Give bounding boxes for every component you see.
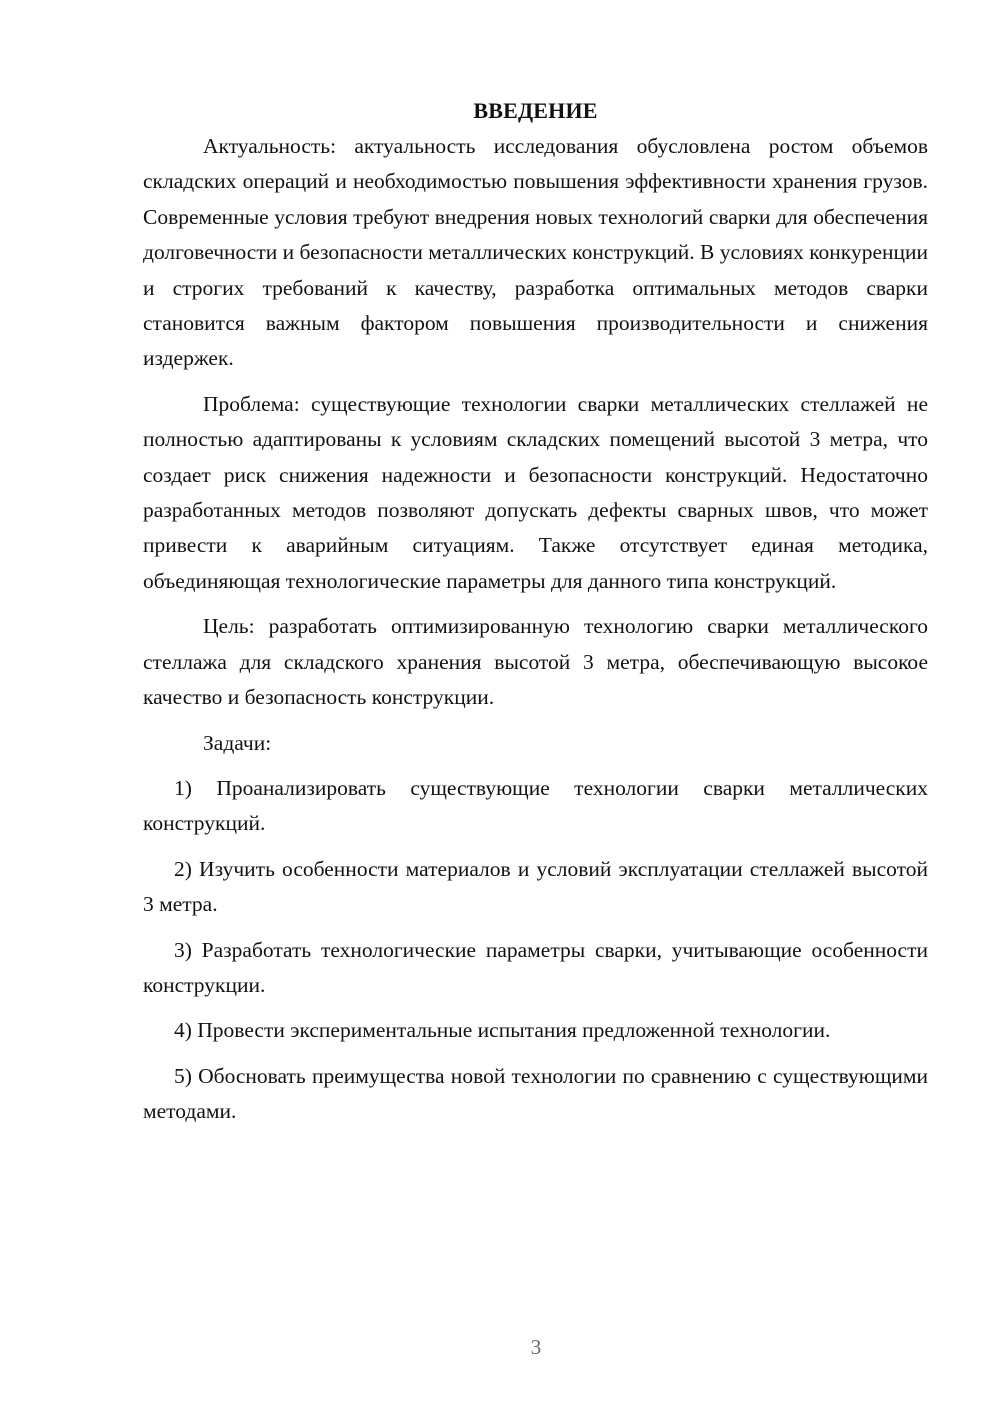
tasks-list: [143, 771, 928, 1130]
task-item-4: 4) Провести экспериментальные испытания предложенной технологии.: [174, 1018, 831, 1043]
task-item-1: 1) Проанализировать существующие технологии сварки металлических конструкций.: [143, 775, 928, 836]
section-title: ВВЕДЕНИЕ: [473, 98, 598, 123]
paragraph-goal: Цель: разработать оптимизированную технологию сварки металлического стеллажа для складского хранения высотой 3 метра, обеспечивающую высокое качество и безопасность конструкции.: [143, 614, 928, 710]
paragraph-relevance: Актуальность: актуальность исследования обусловлена ростом объемов складских операций и необходимостью повышения эффективности хранения грузов. Современные условия требуют внедрения новых технологий сварки для обеспечения долговечности и безопасности металлических конструкций. В условиях конкуренции и строгих требований к качеству, разработка оптимальных методов сварки становится важным фактором повышения производительности и снижения издержек.: [143, 134, 929, 371]
task-item-5: 5) Обосновать преимущества новой технологии по сравнению с существующими методами.: [143, 1063, 928, 1124]
tasks-heading: Задачи:: [203, 730, 272, 755]
task-item-2: 2) Изучить особенности материалов и условий эксплуатации стеллажей высотой 3 метра.: [143, 856, 928, 917]
task-item-3: 3) Разработать технологические параметры сварки, учитывающие особенности конструкции.: [143, 937, 928, 997]
paragraph-problem: Проблема: существующие технологии сварки металлических стеллажей не полностью адаптированы к условиям складских помещений высотой 3 метра, что создает риск снижения надежности и безопасности конструкций. Недостаточно разработанных методов позволяют допускать дефекты сварных швов, что может привести к аварийным ситуациям. Также отсутствует единая методика, объединяющая технологические параметры для данного типа конструкций.: [143, 391, 928, 593]
document-page: [143, 96, 928, 1130]
page-number: 3: [530, 1335, 542, 1359]
